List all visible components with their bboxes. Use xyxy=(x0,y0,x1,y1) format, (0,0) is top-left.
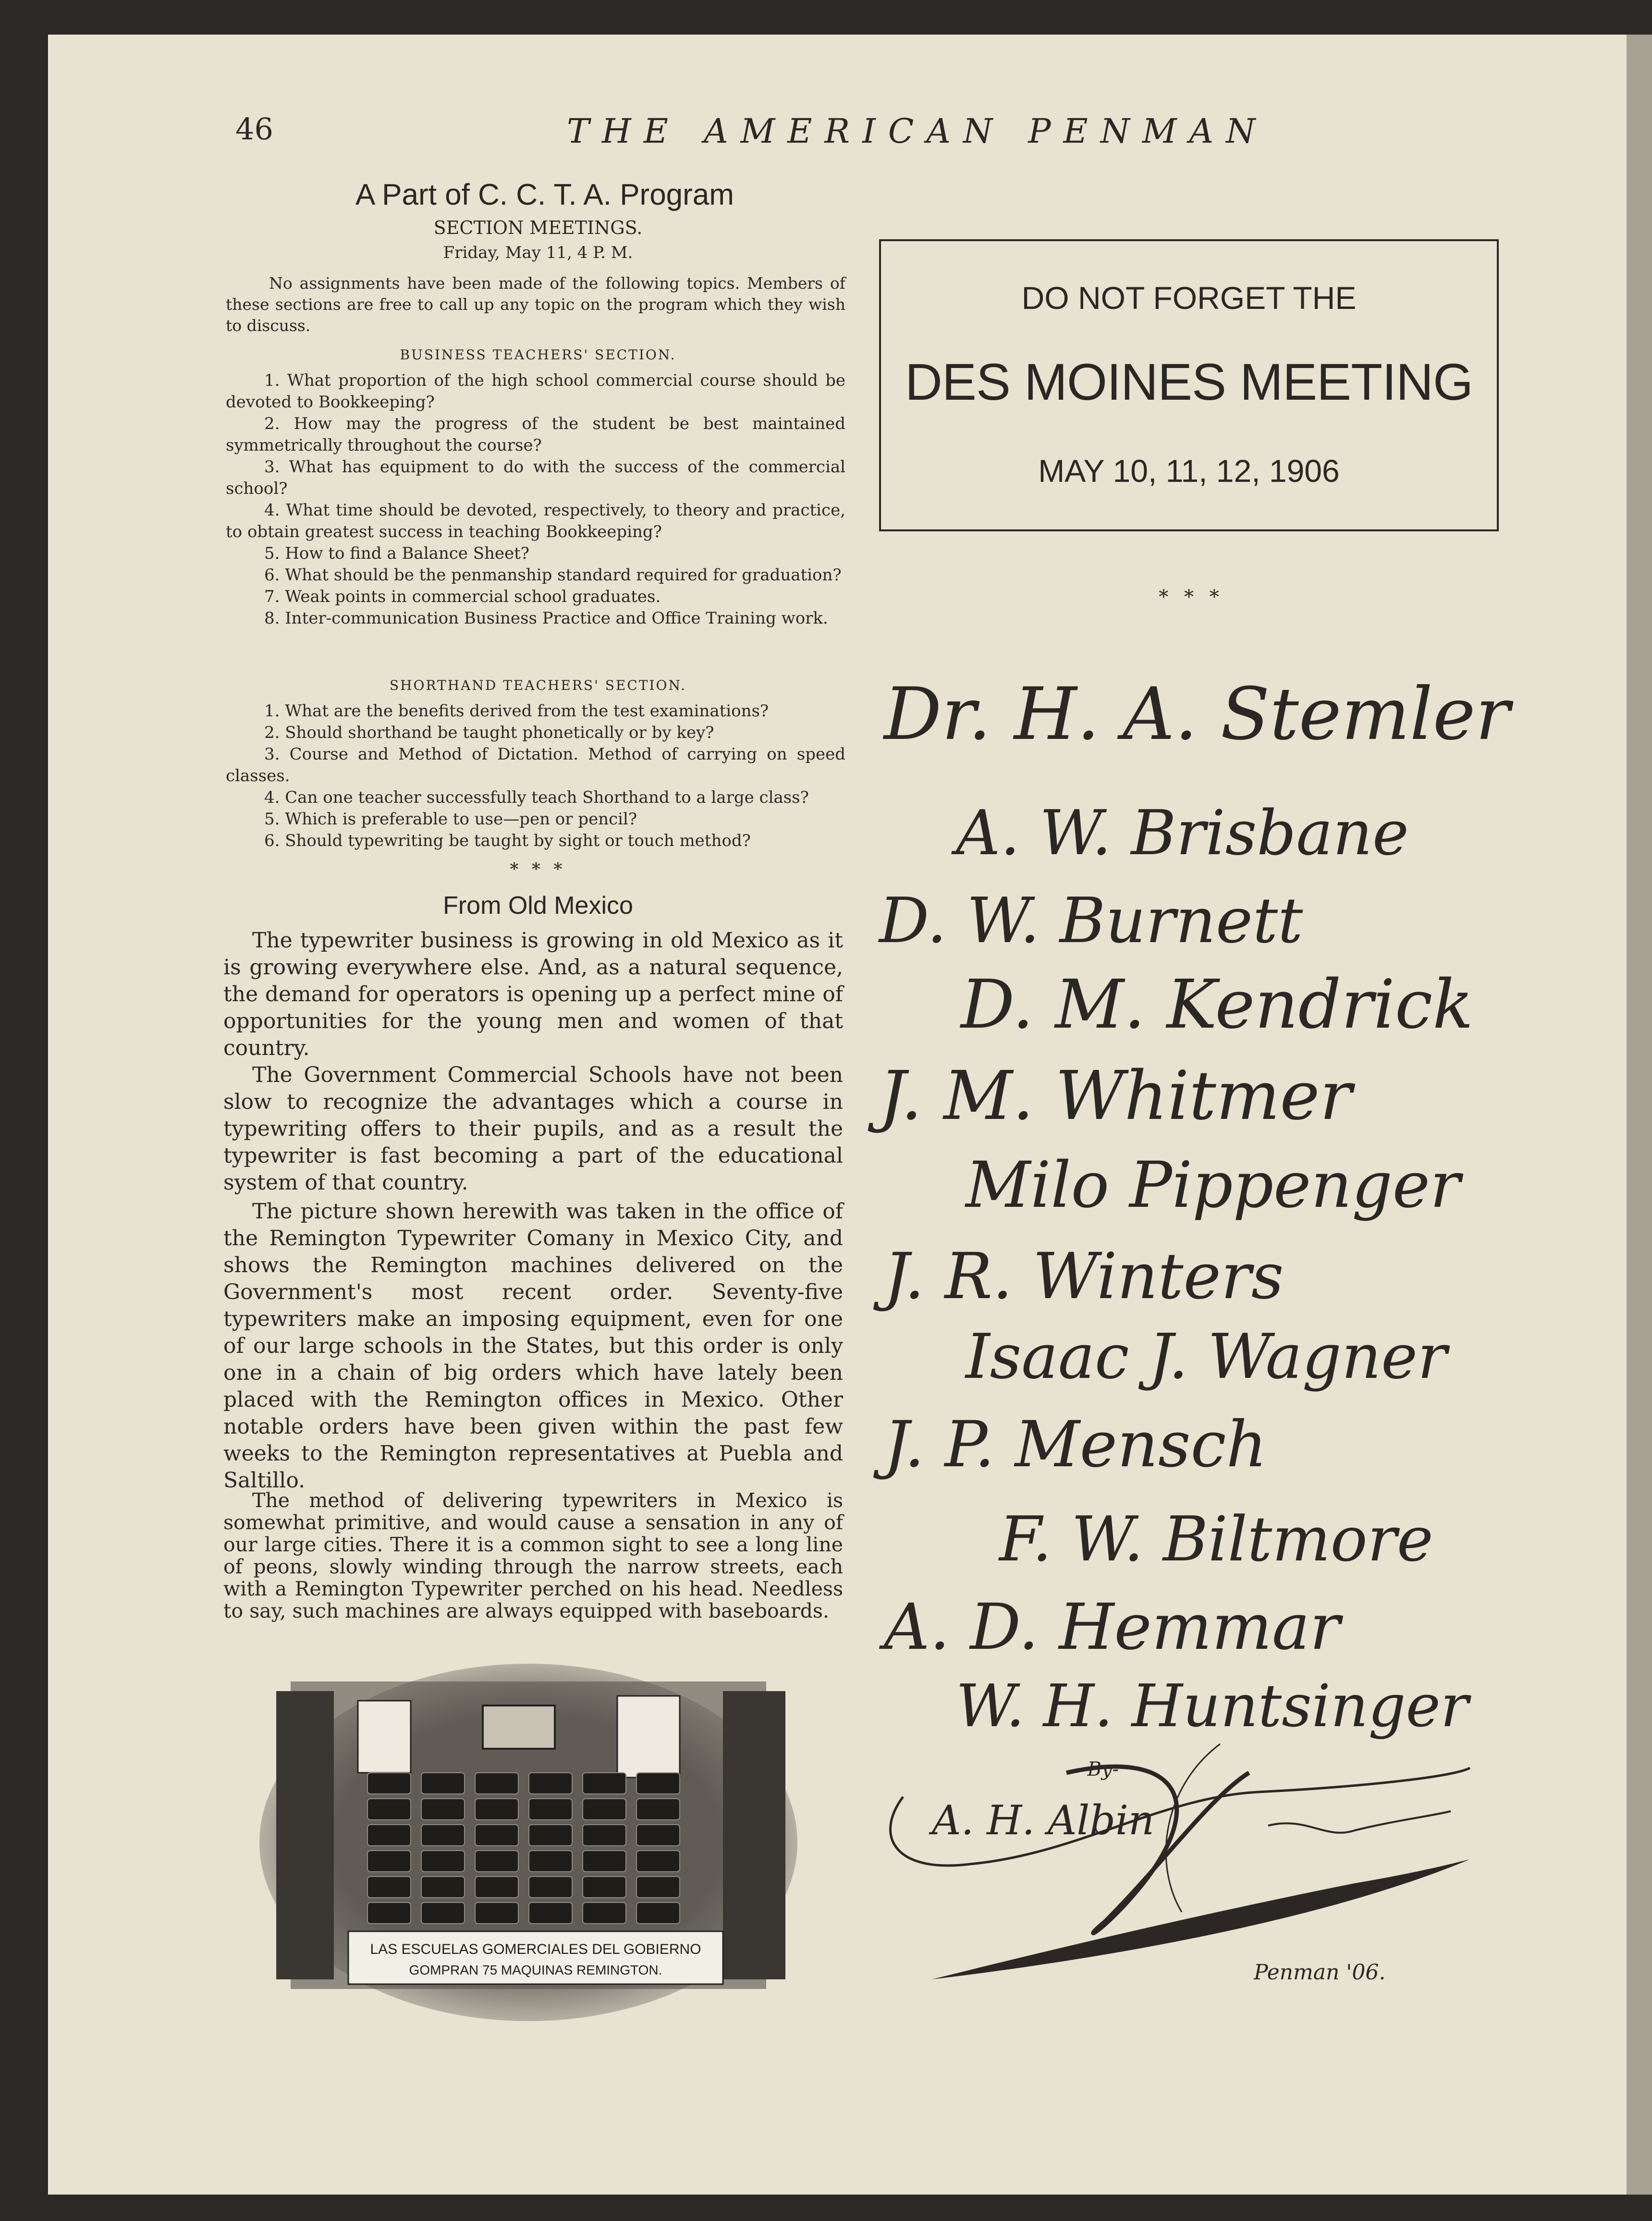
article-paragraph: The picture shown herewith was taken in the office of the Remington Typewriter Comany in Mexico City, and shows the Remington machines delivered on the Government's most recent order. Seventy-five typewriters make an imposing equipment, even for one of our large schools in the States, but this order is only one in a chain of big orders which have lately been placed with the Remington offices in Mexico. Other notable orders have been given within the past few weeks to the Remington representatives at Puebla and Saltillo. xyxy=(223,1199,843,1493)
article-paragraph: The Government Commercial Schools have not been slow to recognize the advantages which a course in typewriting offers to their pupils, and as a result the typewriter is fast becoming a part of the educational system of that country. xyxy=(223,1063,843,1195)
signed-by-label: -By- xyxy=(1081,1758,1119,1780)
typewriter-shape xyxy=(583,1877,626,1898)
typewriter-shape xyxy=(636,1799,680,1820)
typewriter-shape xyxy=(475,1825,518,1846)
typewriter-shape xyxy=(421,1877,465,1898)
typewriter-shape xyxy=(367,1825,411,1846)
list-item: 4. What time should be devoted, respectively, to theory and practice, to obtain greatest success in teaching Bookkeeping? xyxy=(226,501,845,541)
program-intro: No assignments have been made of the following topics. Members of these sections are free to call up any topic on the program which they wish to discuss. xyxy=(226,274,845,335)
list-item: 4. Can one teacher successfully teach Shorthand to a large class? xyxy=(264,788,809,807)
list-item: 2. How may the progress of the student be best maintained symmetrically throughout the course? xyxy=(226,414,845,455)
photo-caption-line1: LAS ESCUELAS GOMERCIALES DEL GOBIERNO xyxy=(370,1941,701,1957)
typewriter-shape xyxy=(475,1851,518,1872)
signature: D. M. Kendrick xyxy=(961,966,1474,1044)
list-item: 7. Weak points in commercial school graduates. xyxy=(264,587,661,606)
typewriter-shape xyxy=(529,1902,572,1924)
albin-signature-flourish xyxy=(874,1739,1480,2008)
typewriter-shape xyxy=(636,1773,680,1794)
typewriter-shape xyxy=(421,1773,465,1794)
list-item: 3. Course and Method of Dictation. Method of carrying on speed classes. xyxy=(226,745,845,785)
typewriter-shape xyxy=(475,1799,518,1820)
typewriter-shape xyxy=(583,1799,626,1820)
list-item: 1. What are the benefits derived from the test examinations? xyxy=(264,701,769,721)
business-section-heading: BUSINESS TEACHERS' SECTION. xyxy=(400,347,676,363)
typewriter-shape xyxy=(583,1773,626,1794)
typewriter-shape xyxy=(421,1799,465,1820)
signatures-separator: * * * xyxy=(1159,586,1224,608)
list-item: 6. Should typewriting be taught by sight or touch method? xyxy=(264,831,751,850)
typewriter-shape xyxy=(583,1851,626,1872)
list-item: 8. Inter-communication Business Practice and Office Training work. xyxy=(264,609,828,628)
notice-headline: DES MOINES MEETING xyxy=(905,353,1473,411)
typewriter-shape xyxy=(636,1902,680,1924)
typewriter-shape xyxy=(475,1902,518,1924)
typewriter-shape xyxy=(367,1902,411,1924)
shorthand-section-heading: SHORTHAND TEACHERS' SECTION. xyxy=(389,677,687,693)
running-head: THE AMERICAN PENMAN xyxy=(567,111,1268,151)
section-separator: * * * xyxy=(510,860,566,880)
typewriter-shape xyxy=(583,1825,626,1846)
typewriter-shape xyxy=(636,1825,680,1846)
typewriter-shape xyxy=(367,1877,411,1898)
article-paragraph: The method of delivering typewriters in Mexico is somewhat primitive, and would cause a sensation in any of our large cities. There it is a common sight to see a long line of peons, slowly winding through the narrow streets, each with a Remington Typewriter perched on his head. Needless to say, such machines are always equipped with baseboards. xyxy=(223,1489,843,1622)
typewriter-shape xyxy=(529,1799,572,1820)
signature: J. R. Winters xyxy=(884,1239,1284,1313)
typewriter-shape xyxy=(636,1851,680,1872)
typewriter-shape xyxy=(583,1902,626,1924)
typewriter-shape xyxy=(529,1825,572,1846)
typewriter-shape xyxy=(636,1877,680,1898)
typewriter-shape xyxy=(421,1825,465,1846)
signature: Dr. H. A. Stemler xyxy=(884,673,1510,756)
signature: F. W. Biltmore xyxy=(999,1504,1433,1575)
photo-caption-line2: GOMPRAN 75 MAQUINAS REMINGTON. xyxy=(409,1963,662,1977)
notice-dates: MAY 10, 11, 12, 1906 xyxy=(1038,453,1340,489)
article-paragraph: The typewriter business is growing in old Mexico as it is growing everywhere else. And, as a natural sequence, the demand for operators is opening up a perfect mine of opportunities for the young men and women of that country. xyxy=(223,928,843,1060)
typewriter-shipment-photo xyxy=(257,1662,800,2023)
list-item: 5. Which is preferable to use—pen or pencil? xyxy=(264,810,637,829)
typewriter-shape xyxy=(367,1773,411,1794)
list-item: 2. Should shorthand be taught phonetically or by key? xyxy=(264,723,714,742)
signer-note: Penman '06. xyxy=(1254,1960,1386,1985)
section-meetings-heading: SECTION MEETINGS. xyxy=(433,217,643,238)
list-item: 5. How to find a Balance Sheet? xyxy=(264,544,530,563)
typewriter-shape xyxy=(421,1902,465,1924)
typewriter-shape xyxy=(529,1773,572,1794)
page-number: 46 xyxy=(235,111,273,147)
signature: J. M. Whitmer xyxy=(879,1057,1352,1135)
typewriter-shape xyxy=(475,1773,518,1794)
signature: D. W. Burnett xyxy=(879,884,1303,957)
list-item: 1. What proportion of the high school commercial course should be devoted to Bookkeeping? xyxy=(226,371,845,412)
page-edge xyxy=(1627,35,1652,2195)
signature: W. H. Huntsinger xyxy=(956,1672,1468,1740)
list-item: 6. What should be the penmanship standard required for graduation? xyxy=(264,565,842,585)
signer-name: A. H. Albin xyxy=(932,1797,1154,1844)
business-topics-list xyxy=(226,370,845,629)
mexico-article-title: From Old Mexico xyxy=(443,892,633,920)
program-title: A Part of C. C. T. A. Program xyxy=(355,178,734,211)
typewriter-shape xyxy=(421,1851,465,1872)
typewriter-shape xyxy=(529,1851,572,1872)
signature: A. W. Brisbane xyxy=(956,798,1409,869)
signature: Milo Pippenger xyxy=(966,1148,1460,1222)
list-item: 3. What has equipment to do with the success of the commercial school? xyxy=(226,457,845,498)
signature: A. D. Hemmar xyxy=(884,1590,1340,1664)
meeting-date-line: Friday, May 11, 4 P. M. xyxy=(443,243,633,262)
shorthand-topics-list xyxy=(226,700,845,852)
typewriter-shape xyxy=(367,1799,411,1820)
notice-line1: DO NOT FORGET THE xyxy=(1021,280,1357,316)
typewriter-shape xyxy=(475,1877,518,1898)
meeting-notice-box xyxy=(879,239,1499,531)
typewriter-shape xyxy=(367,1851,411,1872)
typewriter-shape xyxy=(529,1877,572,1898)
signature: Isaac J. Wagner xyxy=(966,1321,1447,1393)
signature: J. P. Mensch xyxy=(884,1408,1267,1482)
